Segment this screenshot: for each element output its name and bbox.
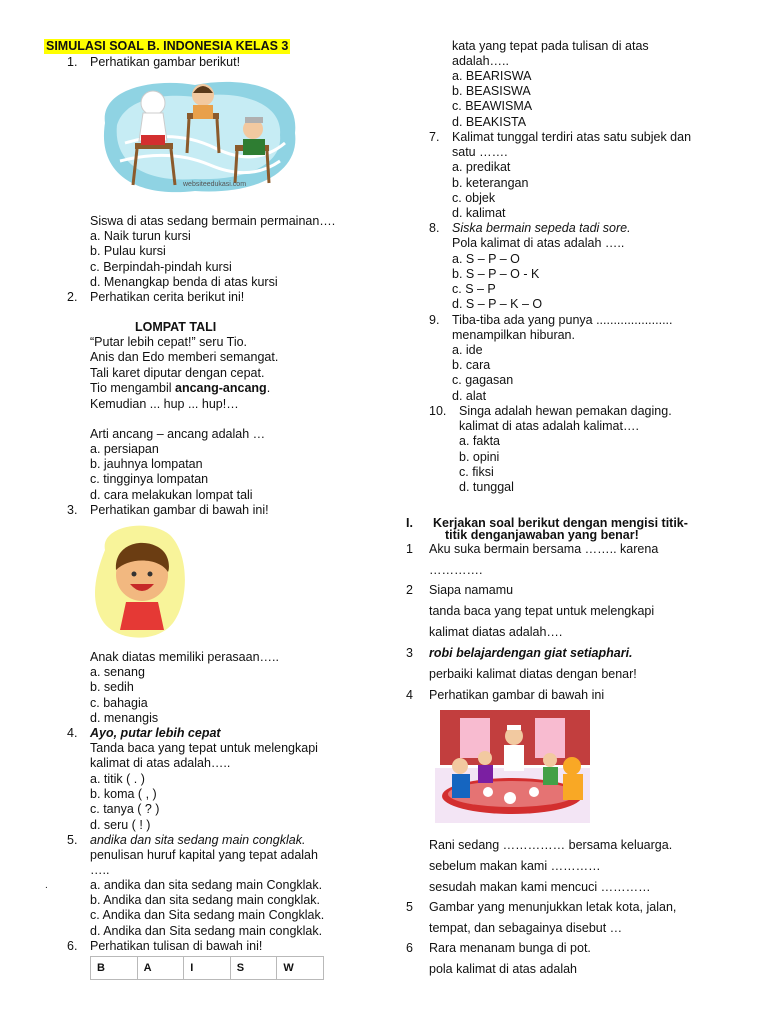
q9-option-c: c. gagasan [452,373,514,387]
q3-number: 3. [67,503,78,517]
q1-musical-chairs-illustration [95,73,305,198]
q8-option-b: b. S – P – O - K [452,267,540,281]
essay-2-line-3: kalimat diatas adalah…. [429,625,563,639]
essay-4-line-1: Rani sedang …………… bersama keluarga. [429,838,673,852]
q10-line-2: kalimat di atas adalah kalimat…. [459,419,639,433]
q2-line4-bold: ancang-ancang [175,381,267,395]
q10-option-d: d. tunggal [459,480,514,494]
q6-letter-cell: A [138,957,185,979]
q6-letter-cell: S [231,957,278,979]
essay-4-instruction: Perhatikan gambar di bawah ini [429,688,605,702]
essay-2-line-2: tanda baca yang tepat untuk melengkapi [429,604,655,618]
q8-line: Pola kalimat di atas adalah ….. [452,236,625,250]
section-heading-line-1: Kerjakan soal berikut dengan mengisi titik- [433,516,688,530]
q4-number: 4. [67,726,78,740]
q9-line-1: Tiba-tiba ada yang punya ...................... [452,313,673,327]
q5-number: 5. [67,833,78,847]
q3-option-b: b. sedih [90,680,134,694]
essay-3-line: perbaiki kalimat diatas dengan benar! [429,667,637,681]
q1-option-b: b. Pulau kursi [90,244,166,258]
q4-option-d: d. seru ( ! ) [90,818,151,832]
q2-option-b: b. jauhnya lompatan [90,457,203,471]
q7-option-b: b. keterangan [452,176,529,190]
essay-6-line-2: pola kalimat di atas adalah [429,962,578,976]
q6-letter-cell: B [91,957,138,979]
q9-option-b: b. cara [452,358,491,372]
q2-line4-post: . [266,381,271,395]
q9-number: 9. [429,313,440,327]
q6-option-d: d. BEAKISTA [452,115,527,129]
q2-line4-pre: Tio mengambil [90,381,175,395]
section-number: I. [406,516,413,530]
q2-story-line-4 [90,381,270,396]
essay-5-number: 5 [406,900,413,914]
essay-4-line-2: sebelum makan kami ………… [429,859,601,873]
q4-sentence: Ayo, putar lebih cepat [90,726,221,740]
q3-happy-boy-illustration [90,520,190,645]
q1-option-c: c. Berpindah-pindah kursi [90,260,232,274]
q6-letter-grid [90,956,324,980]
q1-question: Siswa di atas sedang bermain permainan…. [90,214,336,228]
q6-option-a: a. BEARISWA [452,69,532,83]
q9-option-a: a. ide [452,343,483,357]
q3-question: Anak diatas memiliki perasaan….. [90,650,279,664]
q5-option-c: c. Andika dan Sita sedang main Congklak. [90,908,325,922]
essay-5-line-1: Gambar yang menunjukkan letak kota, jalan, [429,900,677,914]
q7-number: 7. [429,130,440,144]
q5-sentence: andika dan sita sedang main congklak. [90,833,306,847]
essay-2-number: 2 [406,583,413,597]
q9-line-2: menampilkan hiburan. [452,328,575,342]
q2-instruction: Perhatikan cerita berikut ini! [90,290,245,304]
q4-option-b: b. koma ( , ) [90,787,157,801]
q3-option-a: a. senang [90,665,145,679]
q2-story-line-3: Tali karet diputar dengan cepat. [90,366,265,380]
q7-option-c: c. objek [452,191,496,205]
q7-option-d: d. kalimat [452,206,506,220]
essay-5-line-2: tempat, dan sebagainya disebut … [429,921,623,935]
essay-4-family-meal-illustration [430,708,595,828]
q2-story-line-5: Kemudian ... hup ... hup!… [90,397,239,411]
q2-question: Arti ancang – ancang adalah … [90,427,266,441]
q5-option-b: b. Andika dan sita sedang main congklak. [90,893,321,907]
q5-option-a: a. andika dan sita sedang main Congklak. [90,878,323,892]
q5-line-1: penulisan huruf kapital yang tepat adalah [90,848,318,862]
essay-4-line-3: sesudah makan kami mencuci ………… [429,880,651,894]
q6-letter-cell: W [283,962,294,974]
q3-option-d: d. menangis [90,711,159,725]
section-heading-line-2: titik denganjawaban yang benar! [445,528,639,542]
q6-number: 6. [67,939,78,953]
q8-option-a: a. S – P – O [452,252,520,266]
q2-story-line-1: “Putar lebih cepat!” seru Tio. [90,335,248,349]
q3-instruction: Perhatikan gambar di bawah ini! [90,503,269,517]
q8-sentence: Siska bermain sepeda tadi sore. [452,221,631,235]
q1-option-a: a. Naik turun kursi [90,229,191,243]
q4-line-1: Tanda baca yang tepat untuk melengkapi [90,741,318,755]
essay-1-line-2: …………. [429,563,483,577]
q2-option-d: d. cara melakukan lompat tali [90,488,253,502]
q7-line-2: satu ……. [452,145,508,159]
stray-dot: . [45,880,48,891]
q2-number: 2. [67,290,78,304]
page-title: SIMULASI SOAL B. INDONESIA KELAS 3 [46,39,289,53]
q4-line-2: kalimat di atas adalah….. [90,756,231,770]
q9-option-d: d. alat [452,389,487,403]
essay-6-number: 6 [406,941,413,955]
q1-option-d: d. Menangkap benda di atas kursi [90,275,278,289]
q5-option-d: d. Andika dan Sita sedang main congklak. [90,924,323,938]
q1-watermark: websiteedukasi.com [183,181,247,188]
essay-3-sentence: robi belajardengan giat setiaphari. [429,646,633,660]
q7-line-1: Kalimat tunggal terdiri atas satu subjek dan [452,130,692,144]
q5-line-2: ….. [90,863,110,877]
q1-instruction: Perhatikan gambar berikut! [90,55,241,69]
q10-line-1: Singa adalah hewan pemakan daging. [459,404,672,418]
q10-option-b: b. opini [459,450,500,464]
q6-option-c: c. BEAWISMA [452,99,533,113]
q10-option-a: a. fakta [459,434,500,448]
q2-story-line-2: Anis dan Edo memberi semangat. [90,350,279,364]
q10-number: 10. [429,404,447,418]
q7-option-a: a. predikat [452,160,511,174]
q2-story-title: LOMPAT TALI [135,320,217,334]
essay-2-line-1: Siapa namamu [429,583,514,597]
essay-4-number: 4 [406,688,413,702]
q4-option-c: c. tanya ( ? ) [90,802,160,816]
q1-number: 1. [67,55,78,69]
essay-3-number: 3 [406,646,413,660]
q10-option-c: c. fiksi [459,465,494,479]
q8-number: 8. [429,221,440,235]
q6-letter-cell: I [184,957,231,979]
q6-line-1: kata yang tepat pada tulisan di atas [452,39,649,53]
q2-option-c: c. tingginya lompatan [90,472,209,486]
q6-option-b: b. BEASISWA [452,84,531,98]
q6-instruction: Perhatikan tulisan di bawah ini! [90,939,263,953]
q8-option-d: d. S – P – K – O [452,297,543,311]
q2-option-a: a. persiapan [90,442,159,456]
essay-1-number: 1 [406,542,413,556]
essay-6-line-1: Rara menanam bunga di pot. [429,941,591,955]
q8-option-c: c. S – P [452,282,496,296]
q6-line-2: adalah….. [452,54,509,68]
q3-option-c: c. bahagia [90,696,148,710]
essay-1-line-1: Aku suka bermain bersama …….. karena [429,542,659,556]
q4-option-a: a. titik ( . ) [90,772,145,786]
